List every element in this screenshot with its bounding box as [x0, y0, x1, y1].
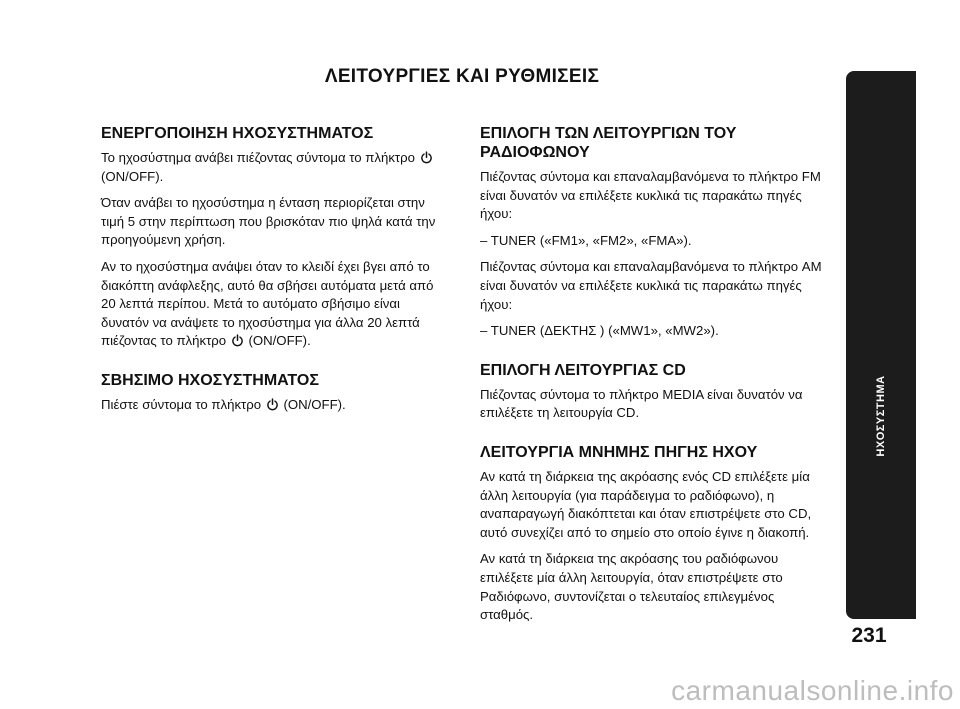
paragraph-memory-2: Αν κατά τη διάρκεια της ακρόασης του ραδιόφωνου επιλέξετε μία άλλη λειτουργία, όταν επιστρέψετε στο Ραδιόφωνο, συντονίζεται ο τελευταίος επιλεγμένος σταθμός. [480, 551, 783, 623]
paragraph-radio-3: Πιέζοντας σύντομα και επαναλαμβανόμενα το πλήκτρο AM είναι δυνατόν να επιλέξετε κυκλικά τις παρακάτω πηγές ήχου: [480, 259, 822, 312]
heading-system-off: ΣΒΗΣΙΜΟ ΗΧΟΣΥΣΤΗΜΑΤΟΣ [101, 371, 319, 389]
text: Πιέστε σύντομα το πλήκτρο [101, 396, 262, 412]
section-side-tab [846, 71, 916, 619]
power-icon [266, 398, 279, 411]
power-icon [231, 334, 244, 347]
heading-system-activation: ΕΝΕΡΓΟΠΟΙΗΣΗ ΗΧΟΣΥΣΤΗΜΑΤΟΣ [101, 125, 374, 142]
paragraph-radio-2: – TUNER («FM1», «FM2», «FMA»). [480, 232, 692, 248]
paragraph-memory-1: Αν κατά τη διάρκεια της ακρόασης ενός CD επιλέξετε μία άλλη λειτουργία (για παράδειγμα το ραδιόφωνο), η αναπαραγωγή διακόπτεται και όταν επιστρέψετε στο CD, αυτό συνεχίζει από το σημείο στο οποίο έγινε η διακοπή. [480, 468, 812, 540]
text: (ON/OFF). [248, 333, 311, 349]
text: (ON/OFF). [101, 168, 164, 184]
page-number: 231 [851, 624, 887, 647]
paragraph-radio-1: Πιέζοντας σύντομα και επαναλαμβανόμενα το πλήκτρο FM είναι δυνατόν να επιλέξετε κυκλικά τις παρακάτω πηγές ήχου: [480, 169, 821, 222]
right-column [480, 124, 830, 633]
heading-cd-mode: ΕΠΙΛΟΓΗ ΛΕΙΤΟΥΡΓΙΑΣ CD [480, 361, 686, 379]
text: (ON/OFF). [283, 396, 346, 412]
paragraph-cd-1: Πιέζοντας σύντομα το πλήκτρο MEDIA είναι δυνατόν να επιλέξετε τη λειτουργία CD. [480, 386, 803, 421]
text: Το ηχοσύστημα ανάβει πιέζοντας σύντομα το πλήκτρο [101, 150, 415, 165]
paragraph-off-1 [101, 396, 446, 415]
left-column [101, 124, 446, 423]
text: Αν το ηχοσύστημα ανάψει όταν το κλειδί έχει βγει από το διακόπτη ανάφλεξης, αυτό θα σβήσει αυτόματα μετά από 20 λεπτά περίπου. Μετά το αυτόματο σβήσιμο είναι δυνατόν να ανάψετε το ηχοσύστημα για άλλα 20 λεπτά πιέζοντας το πλήκτρο [101, 258, 434, 349]
power-icon [420, 151, 433, 164]
heading-source-memory: ΛΕΙΤΟΥΡΓΙΑ ΜΝΗΜΗΣ ΠΗΓΗΣ ΗΧΟΥ [480, 443, 758, 461]
watermark: carmanualsonline.info [671, 675, 954, 706]
heading-radio-functions: ΕΠΙΛΟΓΗ ΤΩΝ ΛΕΙΤΟΥΡΓΙΩΝ ΤΟΥ ΡΑΔΙΟΦΩΝΟΥ [480, 125, 737, 161]
side-tab-label: ΗΧΟΣΥΣΤΗΜΑ [875, 375, 887, 457]
page-title: ΛΕΙΤΟΥΡΓΙΕΣ ΚΑΙ ΡΥΘΜΙΣΕΙΣ [324, 66, 600, 87]
paragraph-activation-3 [101, 258, 446, 351]
paragraph-activation-1 [101, 149, 446, 186]
paragraph-activation-2: Όταν ανάβει το ηχοσύστημα η ένταση περιορίζεται στην τιμή 5 στην περίπτωση που βρισκόταν πιο ψηλά κατά την προηγούμενη χρήση. [101, 195, 436, 248]
paragraph-radio-4: – TUNER (ΔΕΚΤΗΣ ) («MW1», «MW2»). [480, 323, 719, 339]
